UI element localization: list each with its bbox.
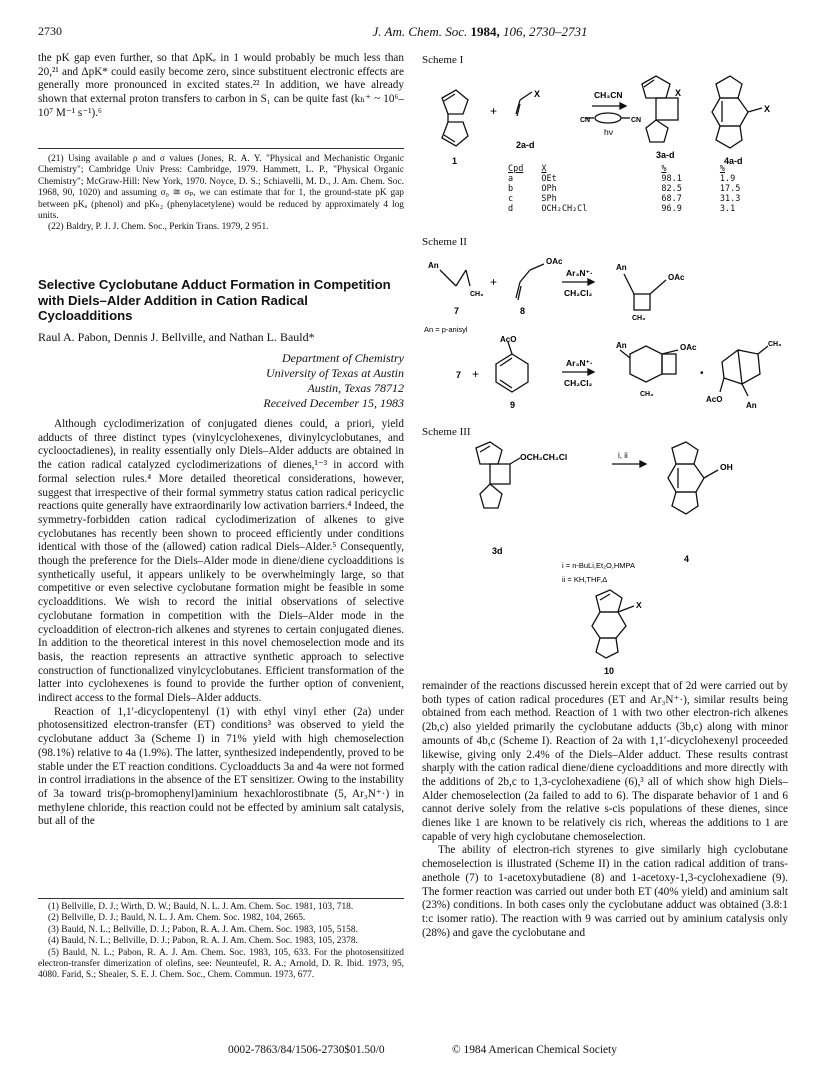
label-ch3-bicyclic: CH₃ [768, 341, 782, 348]
footnote-divider [38, 148, 404, 149]
label-cn-right: CN [631, 117, 642, 124]
label-an-7: An [428, 261, 439, 270]
footnote-3: (3) Bauld, N. L.; Bellville, D. J.; Pabon, R. A. J. Am. Chem. Soc. 1983, 105, 5158. [48, 924, 358, 935]
label-x: X [534, 89, 541, 99]
scheme-3-structures [420, 440, 790, 676]
reagent-solvent: CH₃CN [594, 90, 623, 100]
intro-paragraph: the pK gap even further, so that ΔpKₑ in 1 would probably be much less than 20,²¹ and ΔpK* could easily become zero, since substituent electronic effects are generally more pronounced in excited states.²² In addition, we have already shown that external proton transfers to carbon in S₁ can be quite fast (kₕ⁺ ~ 10⁶–10⁷ M⁻¹ s⁻¹).⁶ [38, 52, 404, 119]
table-row: b OPh 82.5 17.5 [508, 184, 741, 194]
body-right [422, 680, 788, 940]
cpd-label-1: 1 [452, 156, 458, 166]
body-left [38, 418, 404, 829]
body-paragraph-3: remainder of the reactions discussed herein except that of 2d were carried out by both types of cation radical procedures (ET and Ar₃N⁺·), similar results being obtained from each method. Reaction of 1 with two other electron-rich alkenes (2b,c) also yielded primarily the cyclobutane adducts (3b,c) along with minor amounts of 4b,c (Scheme I). Reaction of 2a with 1,1′-dicyclohexenyl proceeded likewise, giving only 2.4% of the Diels–Alder adduct. These results contrast sharply with the cation radical diene/diene cycloadditions and more directly with the additions of 2b,c to 1,3-cyclohexadiene (6),³ all of which show high Diels–Alder chemoselection (2a failed to add to 6). The disparate behavior of 1 and 6 cannot derive solely from the relative s-cis populations of these dienes, since dienes like 1 are known to be relatively cis rich, whereas the additions to 1 are capable of very high cyclobutane chemoselection. [422, 680, 788, 843]
footer-copyright: © 1984 American Chemical Society [452, 1044, 617, 1056]
cpd-label-9: 9 [510, 400, 516, 410]
scheme-1-structures [420, 70, 790, 170]
label-aco-bicyclic: AcO [706, 395, 723, 404]
body-paragraph-1: Although cyclodimerization of conjugated dienes could, a priori, yield adducts of three distinct types (vinylcyclohexenes, divinylcyclobutanes, and cyclooctadienes), in reality essentially only Diels–Alder adducts are obtained in the cation radical catalyzed cyclodimerizations of dienes,¹⁻³ in accord with formal selection rules.⁴ More detailed theoretical considerations, however, suggest that irrespective of their formal symmetry status cation radical pericyclic reactions quite generally have extraordinarily low activation barriers.⁴ Indeed, the symmetry-forbidden cation radical cyclodimerization of alkenes to give cyclobutanes has recently been shown to proceed efficiently under conditions identical with those of the (allowed) cation radical Diels–Alder.⁵ Consequently, though the preference for the Diels–Alder mode in diene/diene cycloadditions is synthetically useful, it appears unlikely to be overwhelmingly large, so that competitive or even selective cyclobutane formation might be feasible in some cycloadditions. We wish to record the initial observations of selective cyclobutane formation in competition with the Diels–Alder mode in the cycloaddition of electron-rich alkenes and styrenes to certain conjugated dienes. In addition to the theoretical interest in this novel chemoselection mode and its basis, the reaction represents an attractive synthetic approach to selective construction of functionalized vinylcyclobutanes. Efficient transformation of the latter into cyclohexenes is found to provide the further option of convenient, indirect access to the formal Diels–Alder adducts. [38, 418, 404, 705]
affiliation-dept: Department of Chemistry [282, 351, 404, 365]
footnote-2: (2) Bellville, D. J.; Bauld, N. L. J. Am. Chem. Soc. 1982, 104, 2665. [48, 913, 306, 924]
affiliation [120, 351, 404, 411]
step-label: i, ii [618, 451, 628, 460]
footnote-22: (22) Baldry, P. J. J. Chem. Soc., Perkin Trans. 1979, 2 951. [48, 222, 269, 233]
label-an-bicyclic: An [746, 401, 757, 410]
label-an-product: An [616, 263, 627, 272]
table-header: Cpd X % % [508, 164, 726, 174]
label-och2ch2cl: OCH₂CH₂Cl [520, 452, 568, 462]
scheme-2-structures [420, 250, 790, 430]
label-oac-product-2: OAc [680, 343, 697, 352]
reagent-aminium: Ar₃N⁺· [566, 268, 593, 278]
label-oac-8: OAc [546, 257, 563, 266]
label-ch3-7: CH₃ [470, 291, 484, 298]
cpd-label-7b: 7 [456, 370, 462, 380]
cpd-label-2: 2a-d [516, 140, 535, 150]
cpd-label-3d: 3d [492, 546, 503, 556]
cpd-label-7: 7 [454, 306, 460, 316]
label-oh: OH [720, 462, 733, 472]
table-row: c SPh 68.7 31.3 [508, 194, 741, 204]
cpd-label-10: 10 [604, 666, 615, 676]
footnote-4: (4) Bauld, N. L.; Bellville, D. J.; Pabon, R. A. J. Am. Chem. Soc. 1983, 105, 2378. [48, 936, 358, 947]
label-aco-9: AcO [500, 335, 517, 344]
footnote-1: (1) Bellville, D. J.; Wirth, D. W.; Bauld, N. L. J. Am. Chem. Soc. 1981, 103, 718. [48, 902, 354, 912]
condition-ii: ii = KH,THF,Δ [562, 575, 608, 584]
scheme-3-label: Scheme III [422, 426, 471, 438]
journal-year: 1984, [470, 24, 500, 39]
scheme-1-label: Scheme I [422, 54, 464, 66]
label-x-10: X [636, 600, 642, 610]
anisyl-note: An = p-anisyl [424, 325, 468, 334]
plus-sign-2: + [472, 367, 480, 381]
table-row: a OEt 98.1 1.9 [508, 174, 736, 184]
cpd-label-3: 3a-d [656, 150, 675, 160]
plus-sign: + [490, 104, 498, 118]
footer-code: 0002-7863/84/1506-2730$01.50/0 [228, 1044, 385, 1056]
footnotes-bottom [38, 902, 404, 982]
running-header [200, 24, 760, 40]
label-x-3: X [675, 88, 682, 98]
reagent-aminium-2: Ar₃N⁺· [566, 358, 593, 368]
reagent-dcm-2: CH₂Cl₂ [564, 378, 593, 388]
affiliation-city: Austin, Texas 78712 [307, 381, 404, 395]
reagent-light: hν [604, 127, 613, 137]
table-row: d OCH₂CH₂Cl 96.9 3.1 [508, 204, 736, 214]
scheme-1-table [504, 164, 744, 214]
label-an-product-2: An [616, 341, 627, 350]
label-oac-product: OAc [668, 273, 685, 282]
cpd-label-4: 4a-d [724, 156, 743, 166]
footnote-5: (5) Bauld, N. L.; Pabon, R. A. J. Am. Chem. Soc. 1983, 105, 633. For the photosensitized electron-transfer dimerization of olefins, see: Neunteufel, R. A.; Arnold, D. R. Ibid. 1973, 95, 4080. Farid, S.; Shealer, S. E. J. Chem. Soc., Chem. Commun. 1973, 677. [38, 947, 404, 981]
condition-i: i = n-BuLi,Et₂O,HMPA [562, 561, 636, 570]
cpd-label-4: 4 [684, 554, 690, 564]
label-ch3-product: CH₃ [632, 315, 646, 322]
footnote-divider-bottom [38, 898, 404, 899]
bullet-sep: • [700, 368, 704, 379]
scheme-2-label: Scheme II [422, 236, 467, 248]
footnotes-top [38, 154, 404, 234]
article-authors: Raul A. Pabon, Dennis J. Bellville, and Nathan L. Bauld* [38, 330, 315, 344]
journal-volume: 106, 2730–2731 [502, 24, 588, 39]
body-paragraph-4: The ability of electron-rich styrenes to give similarly high cyclobutane chemoselection is illustrated (Scheme II) in the cation radical addition of trans-anethole (7) to 1-acetoxybutadiene (8) and 1-acetoxy-1,3-cyclohexadiene (9). The former reaction was carried out under both ET (40% yield) and aminium salt (23%) conditions. In both cases only the cyclobutane adduct was obtained (3.8:1 t:c isomer ratio). The reaction with 9 was carried out by aminium catalysis only (28%) and gave the cyclobutane and [422, 844, 788, 939]
article-title: Selective Cyclobutane Adduct Formation in Competition with Diels–Alder Addition in Cation Radical Cycloadditions [38, 277, 391, 323]
affiliation-univ: University of Texas at Austin [266, 366, 404, 380]
plus-sign: + [490, 275, 498, 289]
label-x-4: X [764, 104, 771, 114]
reagent-dcm: CH₂Cl₂ [564, 288, 593, 298]
label-cn-left: CN [580, 117, 591, 124]
label-ch3-product-2: CH₃ [640, 391, 654, 398]
cpd-label-8: 8 [520, 306, 526, 316]
received-date: Received December 15, 1983 [263, 396, 404, 410]
page-number: 2730 [38, 24, 62, 38]
body-paragraph-2: Reaction of 1,1′-dicyclopentenyl (1) with ethyl vinyl ether (2a) under photosensitized electron-transfer (ET) conditions³ was observed to yield the cyclobutane adduct 3a (Scheme I) in 71% yield with high chemoselection (98.1%) relative to 4a (1.9%). The latter, synthesized independently, proved to be stable under the ET reaction conditions. Cycloadducts 3a and 4a were not formed in control irradiations in the absence of the ET sensitizer. Owing to the instability of 3a toward tris(p-bromophenyl)aminium hexachlorostibnate (5, Ar₃N⁺·) in methylene chloride, this reaction could not be effected by aminium salt catalysis, but all of the [38, 705, 404, 828]
journal-name: J. Am. Chem. Soc. [372, 24, 468, 39]
footnote-21: (21) Using available ρ and σ values (Jones, R. A. Y. "Physical and Mechanistic Organic Chemistry"; Cambridge Univ Press: Cambridge, 1979. Hammett, L. P., "Physical Organic Chemistry"; McGraw-Hill: New York, 1970. Noyce, D. S.; Schiavelli, M. D., J. Am. Chem. Soc. 1968, 90, 1020) and assuming σ₀ ≅ σₚ, we can estimate that for 1, the ground-state pK gap between pKₐ (phenol) and pKₕ₂ (phenylacetylene) would be reduced by approximately 4 log units. [38, 154, 404, 222]
